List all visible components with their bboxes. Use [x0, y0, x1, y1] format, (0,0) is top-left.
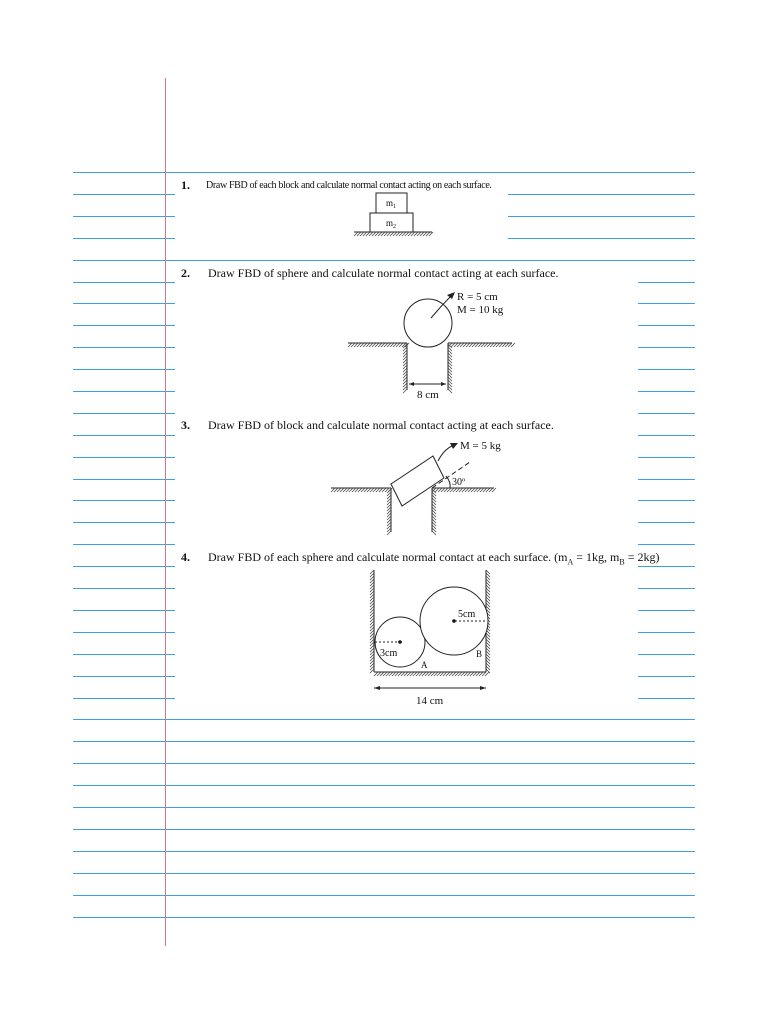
ruled-line — [73, 741, 695, 742]
question-text: Draw FBD of block and calculate normal contact acting at each surface. — [208, 418, 554, 432]
question-number: 4. — [181, 550, 190, 564]
dim-arrow-left — [374, 686, 380, 690]
tilted-block-figure — [328, 434, 501, 534]
gap-label: 8 cm — [417, 389, 439, 401]
ruled-line — [73, 917, 695, 918]
dim-arrow-left — [409, 382, 414, 386]
mass-label: M = 10 kg — [457, 304, 504, 316]
sphere-b-radius-label: 5cm — [458, 609, 476, 620]
contact-point-b: B — [476, 649, 483, 659]
mass-label: M = 5 kg — [460, 440, 501, 452]
ruled-line — [73, 829, 695, 830]
ruled-line — [73, 763, 695, 764]
question-number: 2. — [181, 266, 190, 280]
block-m2-label: $m_2$ — [386, 218, 397, 230]
ground-hatch — [348, 343, 515, 393]
ground-hatch — [354, 232, 433, 236]
ruled-line — [73, 807, 695, 808]
width-label: 14 cm — [416, 695, 444, 707]
ruled-line — [73, 719, 695, 720]
arrow-head — [447, 292, 455, 299]
dim-arrow-right — [480, 686, 486, 690]
question-text: Draw FBD of sphere and calculate normal contact acting at each surface. — [208, 266, 559, 280]
dim-arrow-right — [441, 382, 446, 386]
radius-label: R = 5 cm — [457, 291, 498, 303]
ruled-line — [73, 260, 695, 261]
block-m1-label: $m_1$ — [386, 198, 397, 210]
contact-point-a: A — [421, 660, 428, 670]
sphere-a-radius-label: 3cm — [380, 648, 398, 659]
ruled-line — [73, 785, 695, 786]
question-number: 1. — [181, 178, 190, 192]
sphere — [404, 299, 452, 347]
mass-arrow — [438, 445, 454, 461]
margin-line — [165, 78, 166, 946]
two-spheres-in-box-figure — [360, 564, 500, 712]
stacked-blocks-figure — [350, 190, 440, 240]
sphere-a-center — [398, 640, 402, 644]
ruled-line — [73, 873, 695, 874]
question-text: Draw FBD of each sphere and calculate normal contact at each surface. ($m_A = 1kg$, $m_B = 2kg$) — [208, 550, 660, 567]
ruled-line — [73, 172, 695, 173]
sphere-in-groove-figure — [345, 280, 515, 405]
question-text: Draw FBD of each block and calculate normal contact acting on each surface. — [206, 180, 492, 191]
ruled-line — [73, 851, 695, 852]
ruled-line — [73, 895, 695, 896]
angle-label: 30º — [452, 477, 466, 488]
question-number: 3. — [181, 418, 190, 432]
